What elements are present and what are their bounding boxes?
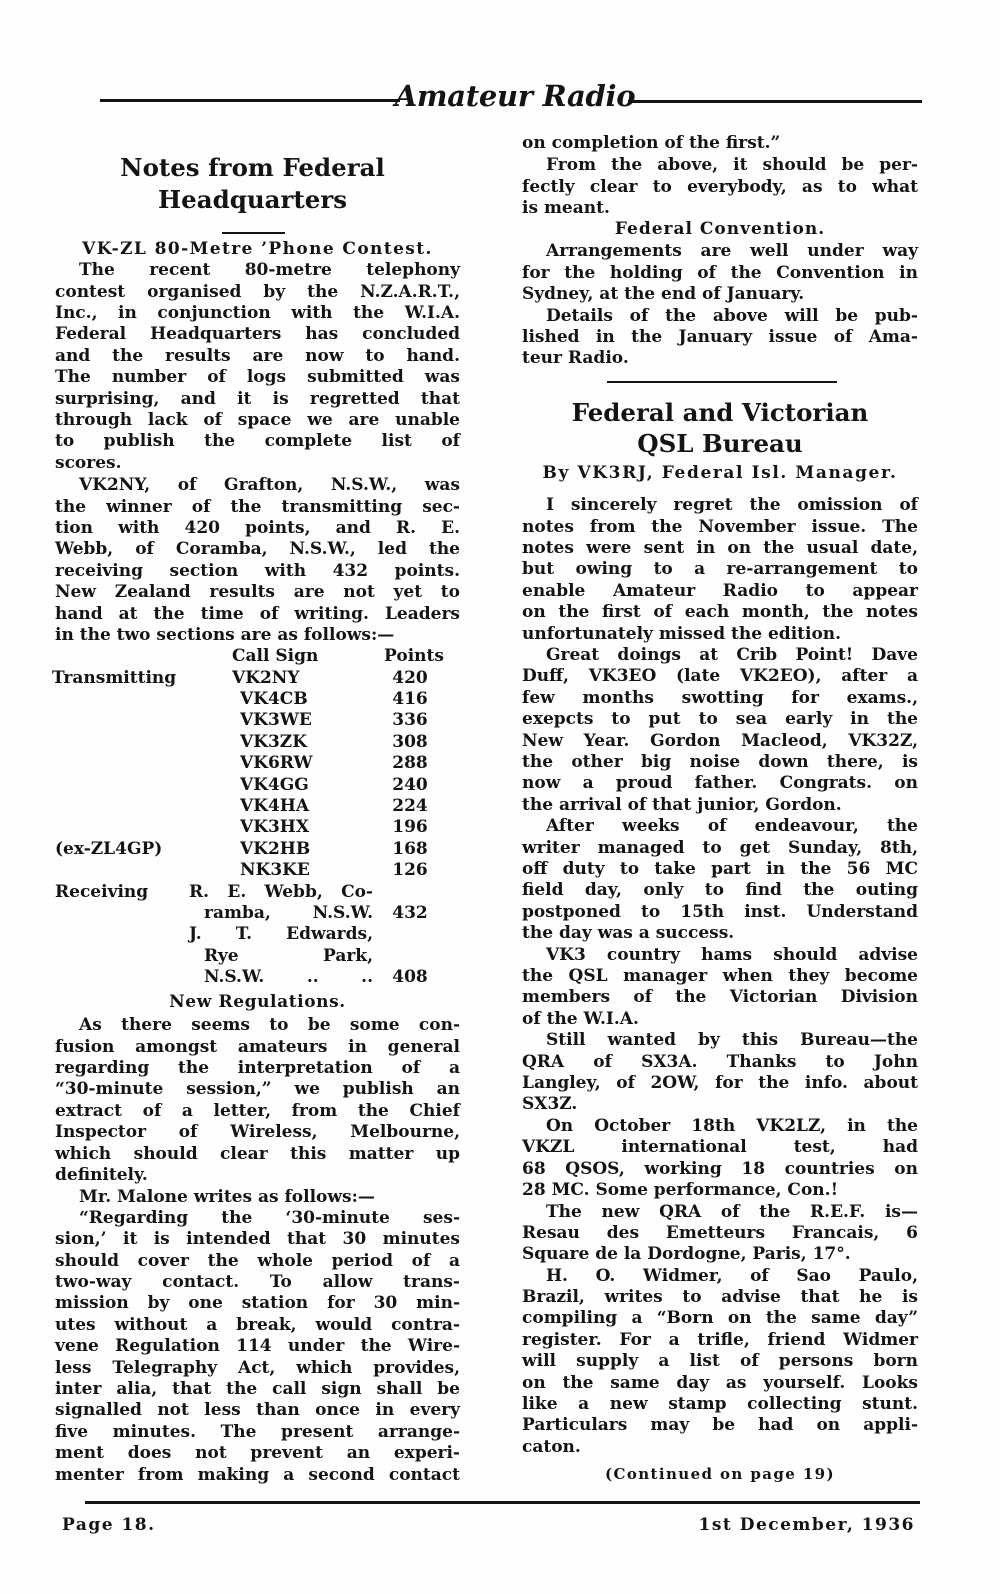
text-line: The new QRA of the R.E.F. is—: [546, 1201, 918, 1222]
text-line: the day was a success.: [522, 923, 735, 944]
text-line: compiling a “Born on the same day”: [522, 1308, 918, 1329]
paragraph: [522, 945, 918, 1031]
text-line: Great doings at Crib Point! Dave: [546, 645, 918, 666]
text-line: off duty to take part in the 56 MC: [522, 859, 918, 880]
paragraph: [522, 816, 918, 944]
paragraph: [522, 241, 918, 305]
text-line: “Regarding the ‘30-minute ses-: [79, 1207, 460, 1228]
text-line: definitely.: [55, 1165, 148, 1186]
table-row: [0, 710, 470, 731]
call-sign: VK3WE: [240, 710, 312, 731]
text-line: Particulars may be had on appli-: [522, 1415, 918, 1436]
call-sign: VK4CB: [240, 689, 308, 710]
points: 308: [392, 731, 428, 752]
masthead-rule-right: [628, 100, 922, 103]
text-line: VK2NY, of Grafton, N.S.W., was: [79, 475, 460, 496]
text-line: the other big noise down there, is: [522, 752, 918, 773]
text-line: On October 18th VK2LZ, in the: [546, 1115, 918, 1136]
paragraph: [522, 133, 918, 154]
points: 224: [392, 796, 428, 817]
text-line: on the first of each month, the notes: [522, 602, 918, 623]
text-line: Resau des Emetteurs Francais, 6: [522, 1222, 918, 1243]
paragraph: [55, 260, 460, 474]
text-line: on the same day as yourself. Looks: [522, 1372, 918, 1393]
text-line: Inc., in conjunction with the W.I.A.: [55, 303, 460, 324]
text-line: hand at the time of writing. Leaders: [55, 603, 460, 624]
text-line: writer managed to get Sunday, 8th,: [522, 837, 918, 858]
points: 168: [392, 838, 428, 859]
text-line: unfortunately missed the edition.: [522, 623, 842, 644]
text-line: QRA of SX3A. Thanks to John: [522, 1051, 918, 1072]
paragraph: [55, 1187, 460, 1208]
text-line: and the results are now to hand.: [55, 345, 460, 366]
table-row: [0, 924, 470, 945]
points: 416: [392, 689, 428, 710]
text-line: through lack of space we are unable: [55, 410, 460, 431]
text-line: The recent 80-metre telephony: [79, 260, 460, 281]
text-line: ment does not prevent an experi-: [55, 1443, 460, 1464]
paragraph: [522, 1030, 918, 1116]
paragraph: [522, 306, 918, 370]
call-sign: VK3ZK: [240, 731, 307, 752]
text-line: enable Amateur Radio to appear: [522, 580, 918, 601]
text-line: menter from making a second contact: [55, 1464, 460, 1485]
article-title: [522, 397, 918, 459]
call-sign: VK3HX: [240, 817, 310, 838]
table-row: [0, 753, 470, 774]
text-line: As there seems to be some con-: [79, 1015, 460, 1036]
text-line: signalled not less than once in every: [55, 1400, 460, 1421]
text-line: Federal Headquarters has concluded: [55, 324, 460, 345]
table-row: [0, 775, 470, 796]
text-line: Mr. Malone writes as follows:—: [79, 1186, 375, 1207]
text-line: which should clear this matter up: [55, 1143, 460, 1164]
text-line: After weeks of endeavour, the: [546, 816, 918, 837]
footer-rule: [85, 1501, 920, 1504]
text-line: “30-minute session,” we publish an: [55, 1079, 460, 1100]
text-line: but owing to a re-arrangement to: [522, 559, 918, 580]
text-line: tion with 420 points, and R. E.: [55, 518, 460, 539]
text-line: contest organised by the N.Z.A.R.T.,: [55, 281, 460, 302]
text-line: on completion of the first.”: [522, 133, 781, 154]
text-line: the winner of the transmitting sec-: [55, 496, 460, 517]
table-row: [0, 860, 470, 881]
text-line: I sincerely regret the omission of: [546, 495, 918, 516]
byline: By VK3RJ, Federal Isl. Manager.: [542, 463, 898, 484]
masthead-rule-left: [100, 99, 400, 102]
paragraph: [522, 155, 918, 219]
points: 126: [392, 860, 428, 881]
text-line: 28 MC. Some performance, Con.!: [522, 1180, 839, 1201]
call-sign: VK4HA: [240, 796, 310, 817]
section-heading: Federal Convention.: [614, 219, 826, 240]
call-sign: NK3KE: [240, 860, 310, 881]
text-line: of the W.I.A.: [522, 1008, 639, 1029]
text-line: register. For a trifle, friend Widmer: [522, 1329, 918, 1350]
receiver-name: N.S.W. .. ..: [204, 967, 373, 988]
text-line: lished in the January issue of Ama-: [522, 326, 918, 347]
text-line: receiving section with 432 points.: [55, 560, 460, 581]
paragraph: [522, 1116, 918, 1202]
section-heading: VK-ZL 80-Metre ’Phone Contest.: [82, 239, 433, 260]
points: 196: [392, 817, 428, 838]
text-line: Langley, of 2OW, for the info. about: [522, 1073, 918, 1094]
continued-note: (Continued on page 19): [604, 1465, 835, 1484]
text-line: Still wanted by this Bureau—the: [546, 1030, 918, 1051]
text-line: fectly clear to everybody, as to what: [522, 176, 918, 197]
paragraph: [522, 1202, 918, 1266]
article-title-line: Notes from Federal: [120, 153, 385, 182]
text-line: From the above, it should be per-: [546, 155, 918, 176]
call-sign: VK6RW: [240, 753, 313, 774]
text-line: the arrival of that junior, Gordon.: [522, 794, 842, 815]
text-line: notes were sent in on the usual date,: [522, 538, 918, 559]
text-line: fusion amongst amateurs in general: [55, 1036, 460, 1057]
points: 432: [392, 902, 428, 923]
column-header-points: Points: [384, 646, 444, 667]
text-line: Inspector of Wireless, Melbourne,: [55, 1122, 460, 1143]
text-line: postponed to 15th inst. Understand: [522, 901, 918, 922]
text-line: SX3Z.: [522, 1094, 578, 1115]
text-line: notes from the November issue. The: [522, 516, 918, 537]
paragraph: [55, 1208, 460, 1486]
text-line: scores.: [55, 452, 122, 473]
call-sign-note: (ex-ZL4GP): [55, 838, 163, 859]
paragraph: [522, 495, 918, 645]
text-line: inter alia, that the call sign shall be: [55, 1379, 460, 1400]
table-row: [0, 839, 470, 860]
results-table: [0, 646, 470, 988]
text-line: the QSL manager when they become: [522, 966, 918, 987]
article-divider: [607, 381, 837, 383]
text-line: in the two sections are as follows:—: [55, 625, 395, 646]
page-number: Page 18.: [62, 1515, 156, 1535]
text-line: Details of the above will be pub-: [546, 305, 918, 326]
receiver-name: J. T. Edwards,: [189, 924, 373, 945]
section-label: Receiving: [55, 881, 149, 902]
masthead-logo: Amateur Radio: [394, 79, 636, 113]
title-divider: [222, 232, 285, 234]
text-line: VK3 country hams should advise: [546, 944, 918, 965]
table-row: [0, 817, 470, 838]
text-line: mission by one station for 30 min-: [55, 1293, 460, 1314]
column-header-call-sign: Call Sign: [232, 646, 319, 667]
text-line: caton.: [522, 1436, 581, 1457]
section-label: Transmitting: [52, 667, 177, 688]
receiver-name: Rye Park,: [204, 945, 373, 966]
text-line: surprising, and it is regretted that: [55, 388, 460, 409]
article-title: [50, 152, 455, 216]
article-title-line: Federal and Victorian: [571, 397, 869, 427]
text-line: Webb, of Coramba, N.S.W., led the: [55, 539, 460, 560]
article-title-line: QSL Bureau: [637, 428, 803, 458]
text-line: Brazil, writes to advise that he is: [522, 1287, 918, 1308]
text-line: VKZL international test, had: [522, 1137, 918, 1158]
receiver-name: ramba, N.S.W.: [204, 902, 373, 923]
section-heading: New Regulations.: [169, 992, 346, 1013]
text-line: now a proud father. Congrats. on: [522, 773, 918, 794]
text-line: Duff, VK3EO (late VK2EO), after a: [522, 666, 918, 687]
paragraph: [55, 475, 460, 646]
points: 420: [392, 667, 428, 688]
text-line: New Zealand results are not yet to: [55, 582, 460, 603]
text-line: members of the Victorian Division: [522, 987, 918, 1008]
issue-date: 1st December, 1936: [698, 1515, 915, 1535]
text-line: New Year. Gordon Macleod, VK32Z,: [522, 730, 918, 751]
table-row: [0, 946, 470, 967]
text-line: H. O. Widmer, of Sao Paulo,: [546, 1265, 918, 1286]
text-line: less Telegraphy Act, which provides,: [55, 1357, 460, 1378]
paragraph: [55, 1015, 460, 1186]
table-header-row: [0, 646, 470, 667]
points: 288: [392, 753, 428, 774]
text-line: should cover the whole period of a: [55, 1250, 460, 1271]
table-row: [0, 903, 470, 924]
receiver-name: R. E. Webb, Co-: [189, 881, 373, 902]
text-line: five minutes. The present arrange-: [55, 1421, 460, 1442]
table-row: [0, 796, 470, 817]
text-line: two-way contact. To allow trans-: [55, 1272, 460, 1293]
text-line: sion,’ it is intended that 30 minutes: [55, 1229, 460, 1250]
text-line: Sydney, at the end of January.: [522, 284, 805, 305]
paragraph: [522, 645, 918, 816]
text-line: for the holding of the Convention in: [522, 262, 918, 283]
table-row: [0, 668, 470, 689]
text-line: field day, only to find the outing: [522, 880, 918, 901]
text-line: Square de la Dordogne, Paris, 17°.: [522, 1244, 851, 1265]
text-line: teur Radio.: [522, 348, 629, 369]
text-line: utes without a break, would contra-: [55, 1314, 460, 1335]
points: 336: [392, 710, 428, 731]
call-sign: VK4GG: [240, 774, 309, 795]
table-row: [0, 732, 470, 753]
text-line: regarding the interpretation of a: [55, 1058, 460, 1079]
text-line: few months swotting for exams.,: [522, 687, 918, 708]
text-line: extract of a letter, from the Chief: [55, 1100, 460, 1121]
text-line: vene Regulation 114 under the Wire-: [55, 1336, 460, 1357]
table-row: [0, 967, 470, 988]
call-sign: VK2NY: [232, 667, 300, 688]
article-title-line: Headquarters: [157, 185, 348, 214]
text-line: will supply a list of persons born: [522, 1351, 918, 1372]
table-row: [0, 689, 470, 710]
table-row: [0, 882, 470, 903]
call-sign: VK2HB: [240, 838, 311, 859]
points: 240: [392, 774, 428, 795]
text-line: to publish the complete list of: [55, 431, 460, 452]
paragraph: [522, 1266, 918, 1459]
text-line: 68 QSOS, working 18 countries on: [522, 1158, 918, 1179]
text-line: like a new stamp collecting stunt.: [522, 1394, 918, 1415]
text-line: The number of logs submitted was: [55, 367, 460, 388]
text-line: Arrangements are well under way: [546, 241, 918, 262]
text-line: is meant.: [522, 198, 610, 219]
text-line: exepcts to put to sea early in the: [522, 709, 918, 730]
points: 408: [392, 967, 428, 988]
